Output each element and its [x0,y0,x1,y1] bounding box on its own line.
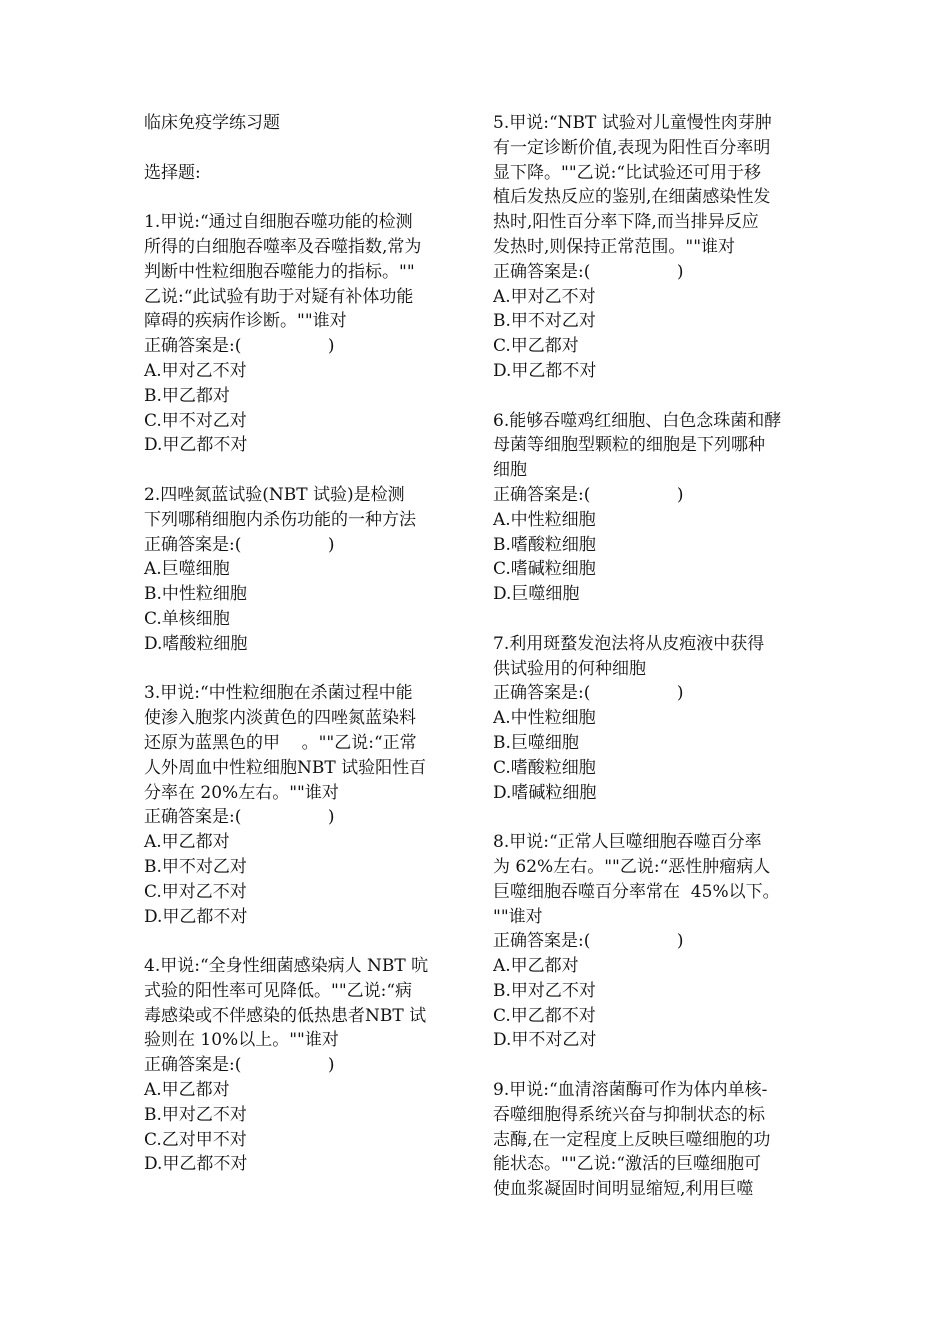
answer-prefix: 正确答案是:( [144,807,242,828]
question-text-line: 植后发热反应的鉴别,在细菌感染性发 [493,187,771,208]
option-c: C.嗜酸粒细胞 [493,757,596,778]
spacer [493,607,811,632]
option-c: C.甲乙都不对 [493,1005,596,1026]
option-d: D.甲乙都不对 [144,906,248,927]
option-d: D.甲乙都不对 [144,1154,248,1175]
option-a: A.巨噬细胞 [144,559,230,580]
option-c: C.甲对乙不对 [144,881,247,902]
option-b: B.中性粒细胞 [144,584,247,605]
question-text-line: 发热时,则保持正常范围。""谁对 [493,236,736,257]
answer-suffix: ) [676,484,684,505]
question-text-line: 3.甲说:“中性粒细胞在杀菌过程中能 [144,683,413,704]
answer-suffix: ) [327,1055,335,1076]
question-text-line: 乙说:“此试验有助于对疑有补体功能 [144,286,414,307]
question-text-line: 吞噬细胞得系统兴奋与抑制状态的标 [493,1104,765,1125]
right-column [493,111,811,1202]
answer-line [144,1053,462,1078]
answer-prefix: 正确答案是:( [144,534,242,555]
spacer [144,458,462,483]
option-b: B.甲对乙不对 [493,980,596,1001]
option-b: B.嗜酸粒细胞 [493,534,596,555]
option-c: C.单核细胞 [144,608,230,629]
question-text-line: 6.能够吞噬鸡红细胞、白色念珠菌和酵 [493,410,782,431]
question-3 [144,681,462,929]
question-2 [144,483,462,657]
option-d: D.嗜碱粒细胞 [493,782,597,803]
question-text-line: 能状态。""乙说:“激活的巨噬细胞可 [493,1154,762,1175]
option-a: A.甲对乙不对 [144,360,247,381]
question-text-line: 显下降。""乙说:“比试验还可用于移 [493,162,762,183]
question-text-line: 巨噬细胞吞噬百分率常在 45%以下。 [493,881,780,902]
option-d: D.巨噬细胞 [493,584,580,605]
question-text-line: 2.四唑氮蓝试验(NBT 试验)是检测 [144,484,405,505]
question-text-line: ""谁对 [493,906,543,927]
answer-suffix: ) [676,931,684,952]
answer-suffix: ) [676,683,684,704]
option-a: A.甲对乙不对 [493,286,596,307]
option-b: B.甲对乙不对 [144,1104,247,1125]
spacer [493,384,811,409]
question-text-line: 使血浆凝固时间明显缩短,利用巨噬 [493,1179,754,1200]
answer-suffix: ) [327,534,335,555]
spacer [493,805,811,830]
question-text-line: 障碍的疾病作诊断。""谁对 [144,311,347,332]
option-c: C.甲不对乙对 [144,410,247,431]
answer-prefix: 正确答案是:( [144,1055,242,1076]
answer-suffix: ) [676,261,684,282]
question-text-line: 志酶,在一定程度上反映巨噬细胞的功 [493,1129,771,1150]
question-text-line: 式验的阳性率可见降低。""乙说:“病 [144,980,413,1001]
spacer [493,1053,811,1078]
question-text-line: 有一定诊断价值,表现为阳性百分率明 [493,137,771,158]
answer-line [144,334,462,359]
answer-prefix: 正确答案是:( [493,683,591,704]
document-title: 临床免疫学练习题 [144,113,280,133]
question-9 [493,1078,811,1202]
question-1 [144,210,462,458]
answer-suffix: ) [327,807,335,828]
option-c: C.乙对甲不对 [144,1129,247,1150]
option-c: C.甲乙都对 [493,336,579,357]
question-text-line: 母菌等细胞型颗粒的细胞是下列哪种 [493,435,765,456]
option-d: D.嗜酸粒细胞 [144,633,248,654]
option-a: A.甲乙都对 [144,1080,230,1101]
question-text-line: 所得的白细胞吞噬率及吞噬指数,常为 [144,236,422,257]
option-d: D.甲不对乙对 [493,1030,597,1051]
question-text-line: 1.甲说:“通过自细胞吞噬功能的检测 [144,212,413,233]
option-a: A.中性粒细胞 [493,708,596,729]
answer-prefix: 正确答案是:( [493,484,591,505]
left-column [144,111,462,1177]
option-d: D.甲乙都不对 [144,435,248,456]
question-5 [493,111,811,384]
option-b: B.甲不对乙对 [493,311,596,332]
question-text-line: 人外周血中性粒细胞NBT 试验阳性百 [144,757,427,778]
question-text-line: 8.甲说:“正常人巨噬细胞吞噬百分率 [493,832,762,853]
option-d: D.甲乙都不对 [493,360,597,381]
answer-line [144,533,462,558]
question-text-line: 5.甲说:“NBT 试验对儿童慢性肉芽肿 [493,113,772,133]
option-a: A.甲乙都对 [493,956,579,977]
answer-prefix: 正确答案是:( [144,336,242,357]
question-text-line: 使渗入胞浆内淡黄色的四唑氮蓝染料 [144,708,416,729]
answer-line [493,483,811,508]
answer-prefix: 正确答案是:( [493,261,591,282]
question-4 [144,954,462,1177]
question-8 [493,830,811,1053]
question-text-line: 判断中性粒细胞吞噬能力的指标。"" [144,261,415,282]
answer-line [493,929,811,954]
option-b: B.巨噬细胞 [493,732,579,753]
answer-suffix: ) [327,336,335,357]
spacer [144,929,462,954]
question-text-line: 分率在 20%左右。""谁对 [144,782,339,803]
option-c: C.嗜碱粒细胞 [493,559,596,580]
spacer [144,185,462,210]
question-text-line: 下列哪稍细胞内杀伤功能的一种方法 [144,509,416,530]
answer-line [493,260,811,285]
answer-line [144,805,462,830]
question-text-line: 验则在 10%以上。""谁对 [144,1030,339,1051]
section-heading: 选择题: [144,162,201,183]
question-text-line: 7.利用斑蝥发泡法将从皮疱液中获得 [493,633,765,654]
answer-prefix: 正确答案是:( [493,931,591,952]
spacer [144,136,462,161]
option-b: B.甲不对乙对 [144,856,247,877]
question-text-line: 4.甲说:“全身性细菌感染病人 NBT 吭 [144,956,429,977]
question-text-line: 9.甲说:“血清溶菌酶可作为体内单核- [493,1080,768,1101]
answer-line [493,681,811,706]
option-b: B.甲乙都对 [144,385,230,406]
spacer [144,657,462,682]
question-text-line: 热时,阳性百分率下降,而当排异反应 [493,212,759,233]
question-text-line: 还原为蓝黑色的甲 。""乙说:“正常 [144,732,417,753]
question-text-line: 毒感染或不伴感染的低热患者NBT 试 [144,1005,427,1026]
question-6 [493,409,811,607]
question-text-line: 为 62%左右。""乙说:“恶性肿瘤病人 [493,856,771,877]
question-7 [493,632,811,806]
option-a: A.中性粒细胞 [493,509,596,530]
question-text-line: 细胞 [493,460,527,481]
option-a: A.甲乙都对 [144,832,230,853]
question-text-line: 供试验用的何种细胞 [493,658,646,679]
